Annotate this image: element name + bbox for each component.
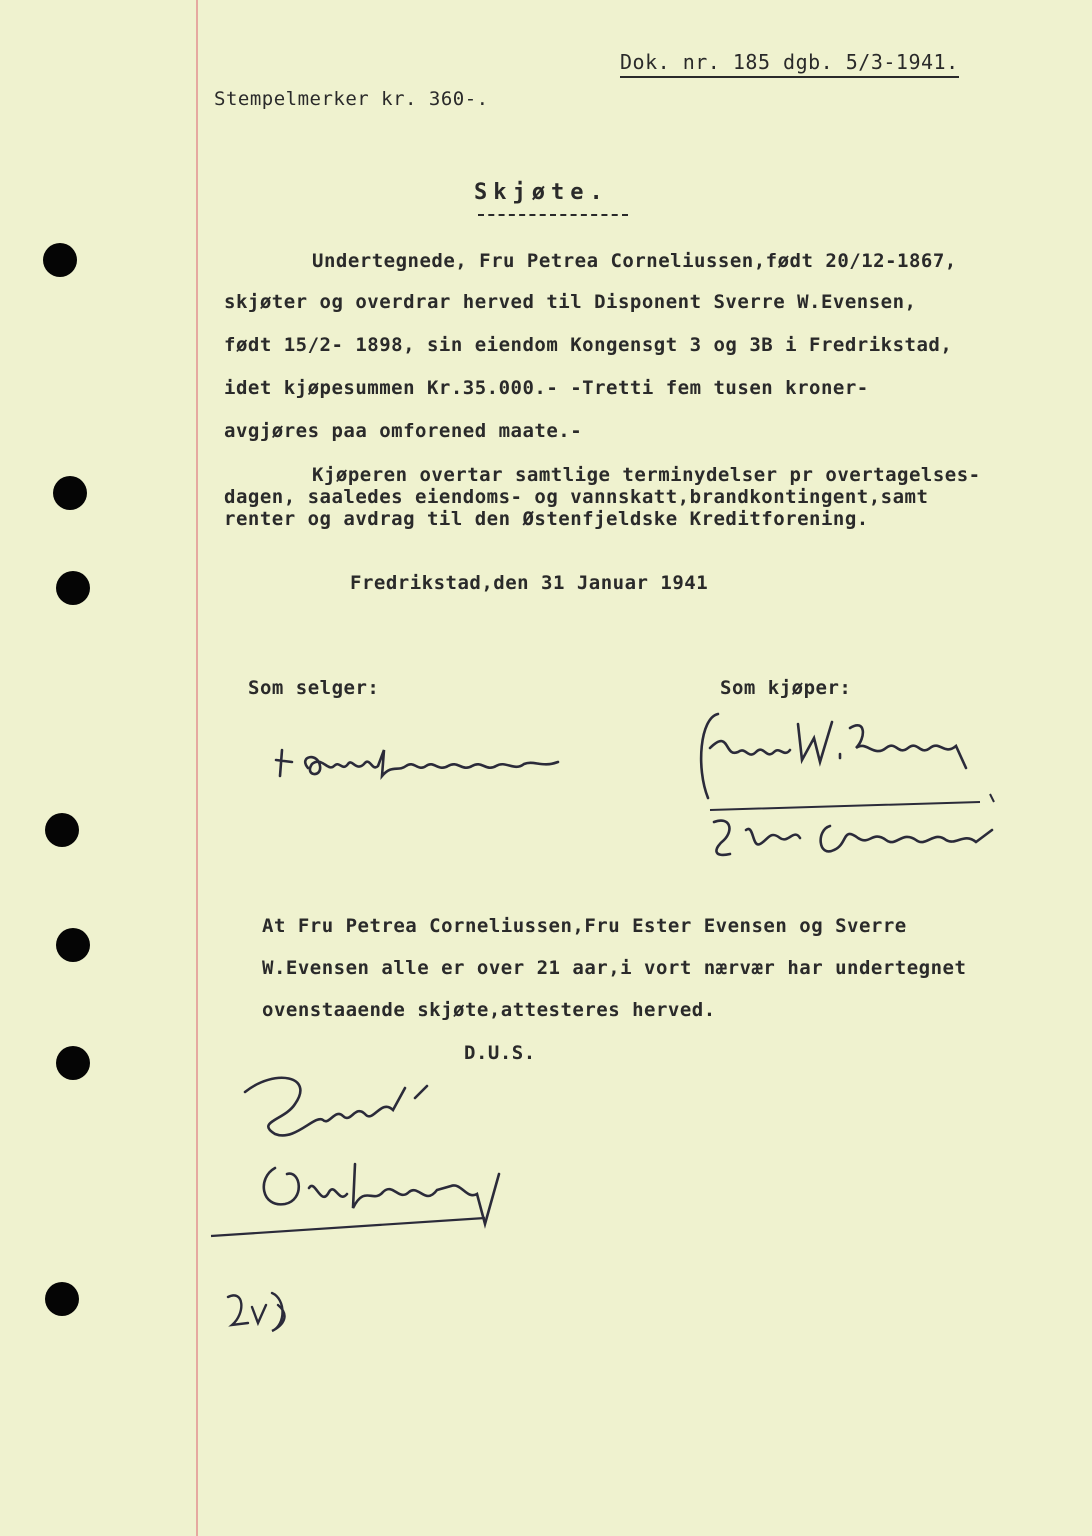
- stamp-duty-line: Stempelmerker kr. 360-.: [214, 88, 489, 110]
- body-line: Undertegnede, Fru Petrea Corneliussen,født 20/12-1867,: [312, 250, 957, 272]
- attestation-line: ovenstaaende skjøte,attesteres herved.: [262, 999, 716, 1021]
- body-line: avgjøres paa omforened maate.-: [224, 420, 583, 442]
- attestation-line: At Fru Petrea Corneliussen,Fru Ester Evensen og Sverre: [262, 915, 907, 937]
- binder-hole: [43, 243, 77, 277]
- document-reference: Dok. nr. 185 dgb. 5/3-1941.: [620, 50, 959, 78]
- body-line: idet kjøpesummen Kr.35.000.- -Tretti fem tusen kroner-: [224, 377, 869, 399]
- body-line: dagen, saaledes eiendoms- og vannskatt,brandkontingent,samt: [224, 486, 929, 508]
- body-line: skjøter og overdrar herved til Disponent Sverre W.Evensen,: [224, 291, 917, 313]
- seller-label: Som selger:: [248, 677, 380, 699]
- handwritten-initials: [222, 1285, 302, 1345]
- attestation-line: W.Evensen alle er over 21 aar,i vort nærvær har undertegnet: [262, 957, 967, 979]
- buyer-signature: [690, 698, 1010, 878]
- document-title: Skjøte.: [474, 180, 609, 205]
- title-underline: [478, 214, 628, 216]
- binder-hole: [56, 1046, 90, 1080]
- closing-abbreviation: D.U.S.: [464, 1042, 536, 1064]
- body-line: født 15/2- 1898, sin eiendom Kongensgt 3 og 3B i Fredrikstad,: [224, 334, 953, 356]
- place-date: Fredrikstad,den 31 Januar 1941: [350, 572, 709, 594]
- binder-hole: [56, 571, 90, 605]
- body-line: renter og avdrag til den Østenfjeldske Kreditforening.: [224, 508, 869, 530]
- seller-signature: [268, 738, 568, 788]
- binder-hole: [53, 476, 87, 510]
- body-line: Kjøperen overtar samtlige terminydelser pr overtagelses-: [312, 464, 981, 486]
- binder-hole: [56, 928, 90, 962]
- buyer-label: Som kjøper:: [720, 677, 852, 699]
- witness-signatures: [205, 1058, 515, 1248]
- binder-hole: [45, 1282, 79, 1316]
- margin-line: [196, 0, 198, 1536]
- binder-hole: [45, 813, 79, 847]
